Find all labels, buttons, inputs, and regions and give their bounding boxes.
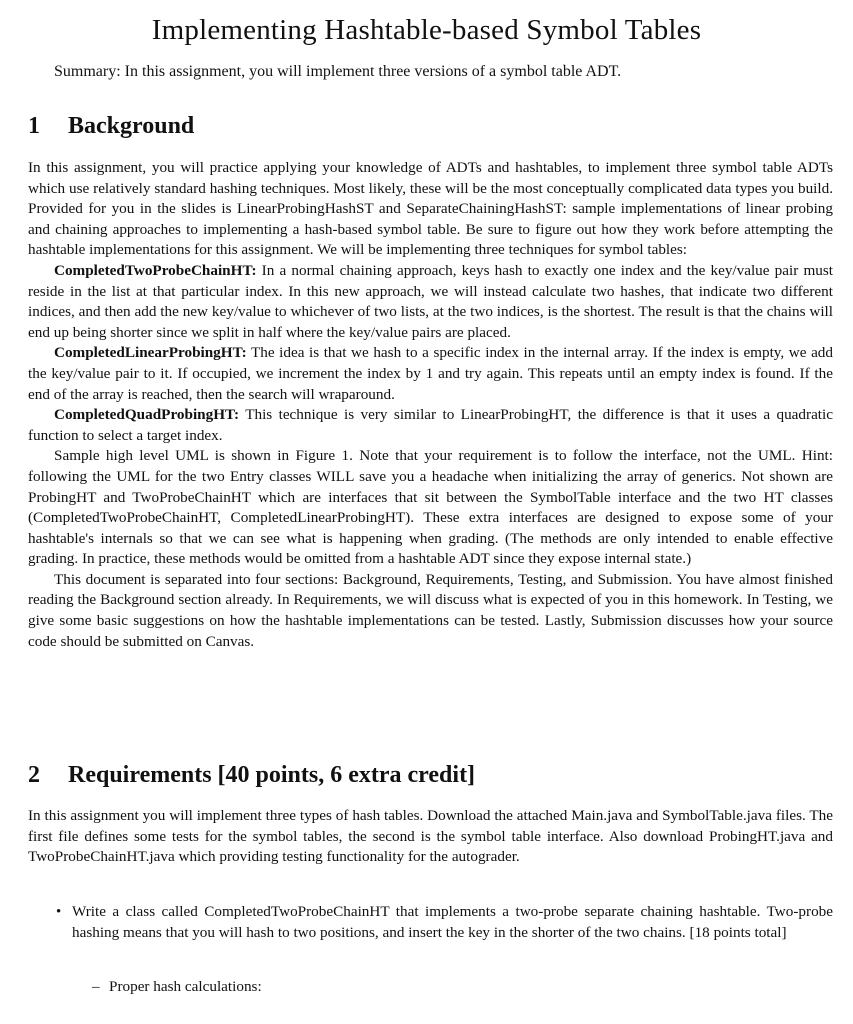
- section-title: Background: [68, 113, 195, 139]
- requirements-bullet-list: [56, 902, 833, 943]
- section-number: 2: [28, 762, 40, 788]
- term-label: CompletedQuadProbingHT:: [54, 406, 240, 424]
- paragraph: CompletedLinearProbingHT: The idea is that we hash to a specific index in the internal array. If the index is empty, we add the key/value pair to it. If occupied, we increment the index by 1 and try again. This repeats until an empty index is found. If the end of the array is reached, then the search will wraparound.: [28, 344, 833, 403]
- requirements-body: [28, 806, 833, 868]
- list-item: • Write a class called CompletedTwoProbeChainHT that implements a two-probe separate chaining hashtable. Two-probe hashing means that you will hash to two positions, and insert the key in the shorter of the two chains. [18 points total]: [56, 903, 833, 941]
- section-title: Requirements [40 points, 6 extra credit]: [68, 762, 476, 788]
- paragraph: CompletedTwoProbeChainHT: In a normal chaining approach, keys hash to exactly one index and the key/value pair must reside in the list at that particular index. In this new approach, we will instead calculate two hashes, that indicate two different indices, and then add the new key/value to whichever of two lists, at the two indices, is the shortest. The result is that the chains will end up being shorter since we split in half where the key/value pairs are placed.: [28, 261, 833, 341]
- paragraph: In this assignment you will implement three types of hash tables. Download the attached Main.java and SymbolTable.java files. The first file defines some tests for the symbol tables, the second is the symbol table interface. Also download ProbingHT.java and TwoProbeChainHT.java which providing testing functionality for the autograder.: [28, 807, 833, 866]
- paragraph: CompletedQuadProbingHT: This technique is very similar to LinearProbingHT, the difference is that it uses a quadratic function to select a target index.: [28, 406, 833, 444]
- section-heading-requirements: [28, 762, 475, 789]
- sub-list-item: – Proper hash calculations:: [92, 978, 262, 995]
- paragraph: This document is separated into four sections: Background, Requirements, Testing, and Submission. You have almost finished reading the Background section already. In Requirements, we will discuss what is expected of you in this homework. In Testing, we give some basic suggestions on how the hashtable implementations can be tested. Lastly, Submission discusses how your source code should be submitted on Canvas.: [28, 570, 833, 650]
- dash-icon: –: [92, 978, 100, 995]
- bullet-icon: •: [56, 904, 62, 920]
- document-title: Implementing Hashtable-based Symbol Tables: [151, 14, 702, 46]
- term-label: CompletedLinearProbingHT:: [54, 344, 247, 362]
- paragraph: Sample high level UML is shown in Figure 1. Note that your requirement is to follow the interface, not the UML. Hint: following the UML for the two Entry classes WILL save you a headache when initializing the array of generics. Not shown are ProbingHT and TwoProbeChainHT which are interfaces that sit between the SymbolTable interface and the two HT classes (CompletedTwoProbeChainHT, CompletedLinearProbingHT). These extra interfaces are designed to expose some of your hashtable's internals so that we can see what is happening when grading. (The methods are only intended to enable effective grading. In practice, these methods would be omitted from a hashtable ADT since they expose internal state.): [28, 447, 833, 568]
- section-heading-background: [28, 113, 194, 140]
- section-number: 1: [28, 113, 40, 139]
- paragraph: In this assignment, you will practice applying your knowledge of ADTs and hashtables, to implement three symbol table ADTs which use relatively standard hashing techniques. Most likely, these will be the most conceptually complicated data types you build. Provided for you in the slides is LinearProbingHashST and SeparateChainingHashST: sample implementations of linear probing and chaining approaches to implementing a hash-based symbol table. Be sure to figure out how they work before attempting the hashtable implementations for this assignment. We will be implementing three techniques for symbol tables:: [28, 159, 833, 259]
- term-label: CompletedTwoProbeChainHT:: [54, 261, 257, 279]
- background-body: [28, 158, 833, 652]
- summary-text: Summary: In this assignment, you will implement three versions of a symbol table ADT.: [54, 63, 622, 80]
